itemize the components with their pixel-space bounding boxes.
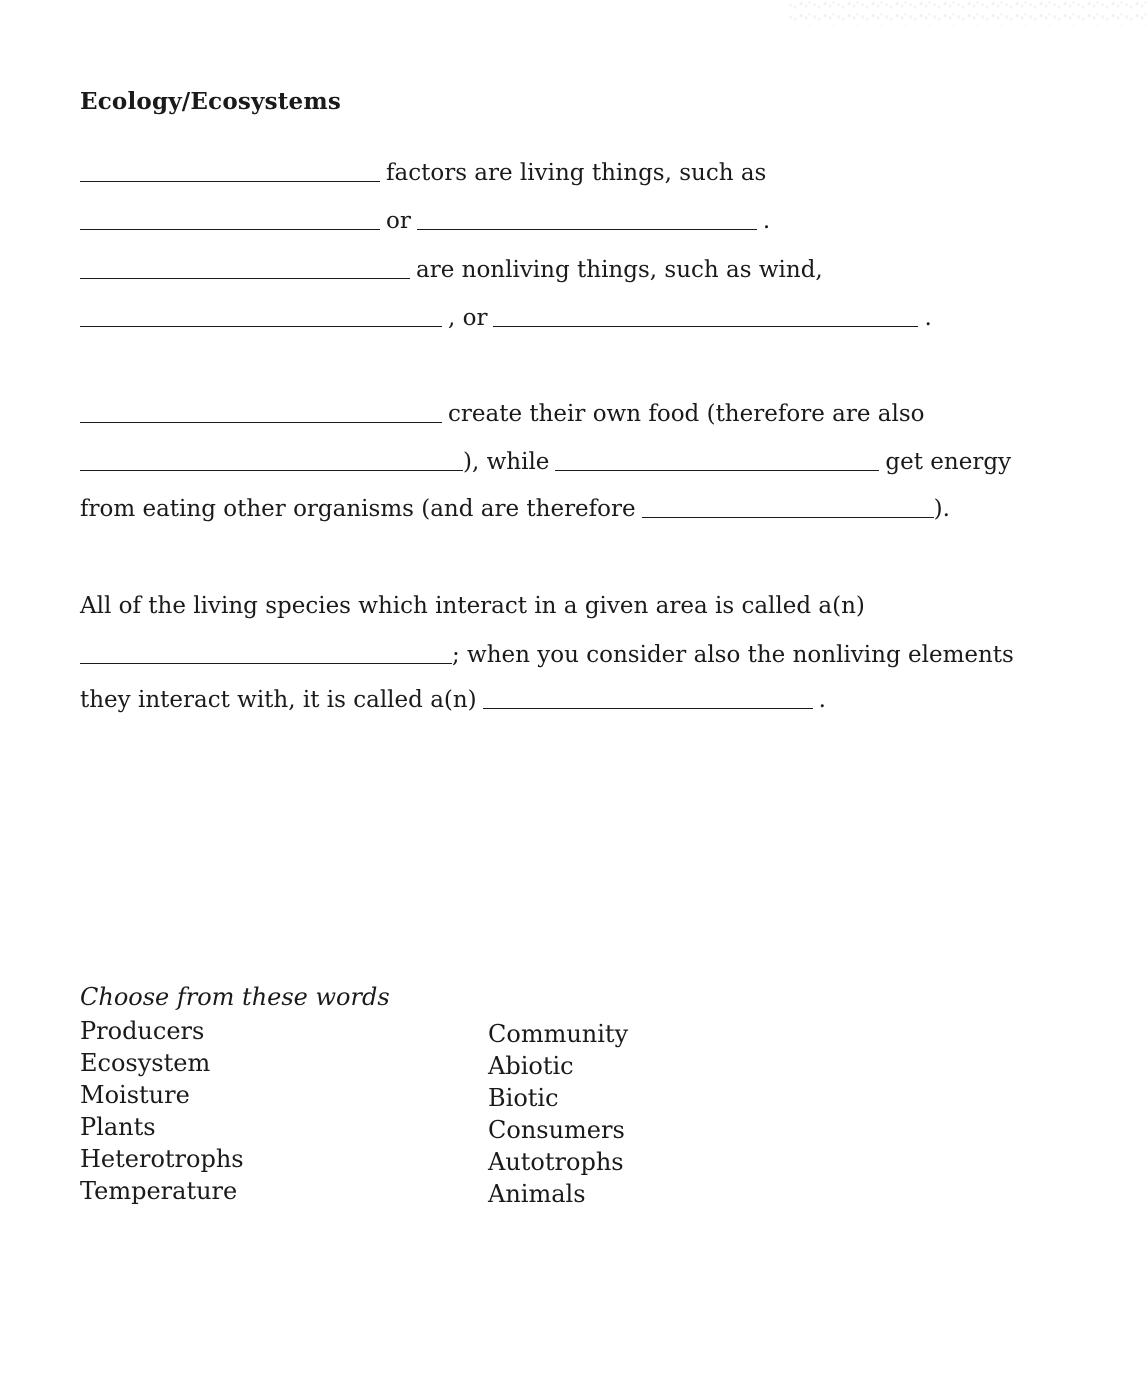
blank-5[interactable] (80, 304, 442, 327)
s2-line-2-get: get energy (885, 449, 1012, 475)
s1-line-2-period: . (762, 208, 771, 234)
word-bank-item: Animals (488, 1180, 586, 1208)
word-bank-item: Moisture (80, 1081, 190, 1109)
word-bank-item: Plants (80, 1113, 156, 1141)
s1-line-4 (80, 297, 932, 331)
worksheet-title: Ecology/Ecosystems (80, 88, 342, 115)
s2-line-3-text: from eating other organisms (and are therefore (80, 496, 636, 522)
s3-line-3 (80, 679, 826, 713)
blank-9[interactable] (555, 448, 879, 471)
word-bank-right-column (488, 1018, 628, 1210)
word-bank-item: Producers (80, 1017, 205, 1045)
s2-line-2-while: ), while (463, 449, 550, 475)
word-bank-item: Heterotrophs (80, 1145, 244, 1173)
s3-line-2 (80, 634, 1014, 668)
word-bank-item: Abiotic (488, 1052, 574, 1080)
word-bank-item: Consumers (488, 1116, 625, 1144)
blank-4[interactable] (80, 256, 410, 279)
s3-line-3-period: . (818, 687, 826, 713)
s3-line-1 (80, 585, 865, 619)
s1-line-4-period: . (924, 305, 932, 331)
s1-line-1-text: factors are living things, such as (386, 160, 767, 186)
word-bank-item: Autotrophs (488, 1148, 624, 1176)
s1-line-2 (80, 200, 770, 234)
word-bank-item: Temperature (80, 1177, 238, 1205)
blank-3[interactable] (417, 207, 757, 230)
word-bank-left-column (80, 1015, 244, 1207)
s3-line-2-text: ; when you consider also the nonliving elements (452, 642, 1014, 668)
s2-line-2 (80, 441, 1011, 475)
s1-line-4-or: , or (448, 305, 488, 331)
s1-line-3 (80, 249, 823, 283)
word-bank-item: Biotic (488, 1084, 559, 1112)
scan-speckle (788, 0, 1148, 26)
s1-line-2-or: or (386, 208, 411, 234)
blank-10[interactable] (642, 495, 934, 518)
blank-12[interactable] (483, 686, 813, 709)
s2-line-3 (80, 488, 950, 522)
blank-1[interactable] (80, 159, 380, 182)
word-bank-heading: Choose from these words (80, 983, 390, 1011)
s1-line-3-text: are nonliving things, such as wind, (416, 257, 823, 283)
word-bank-item: Ecosystem (80, 1049, 211, 1077)
s3-line-1-text: All of the living species which interact in a given area is called a(n) (80, 593, 865, 619)
word-bank-item: Community (488, 1020, 629, 1048)
blank-11[interactable] (80, 641, 452, 664)
s3-line-3-text: they interact with, it is called a(n) (80, 687, 477, 713)
blank-8[interactable] (80, 448, 463, 471)
s2-line-1-text: create their own food (therefore are also (448, 401, 925, 427)
blank-6[interactable] (493, 304, 918, 327)
s1-line-1 (80, 152, 766, 186)
blank-7[interactable] (80, 400, 442, 423)
s2-line-1 (80, 393, 924, 427)
blank-2[interactable] (80, 207, 380, 230)
s2-line-3-end: ). (933, 496, 950, 522)
